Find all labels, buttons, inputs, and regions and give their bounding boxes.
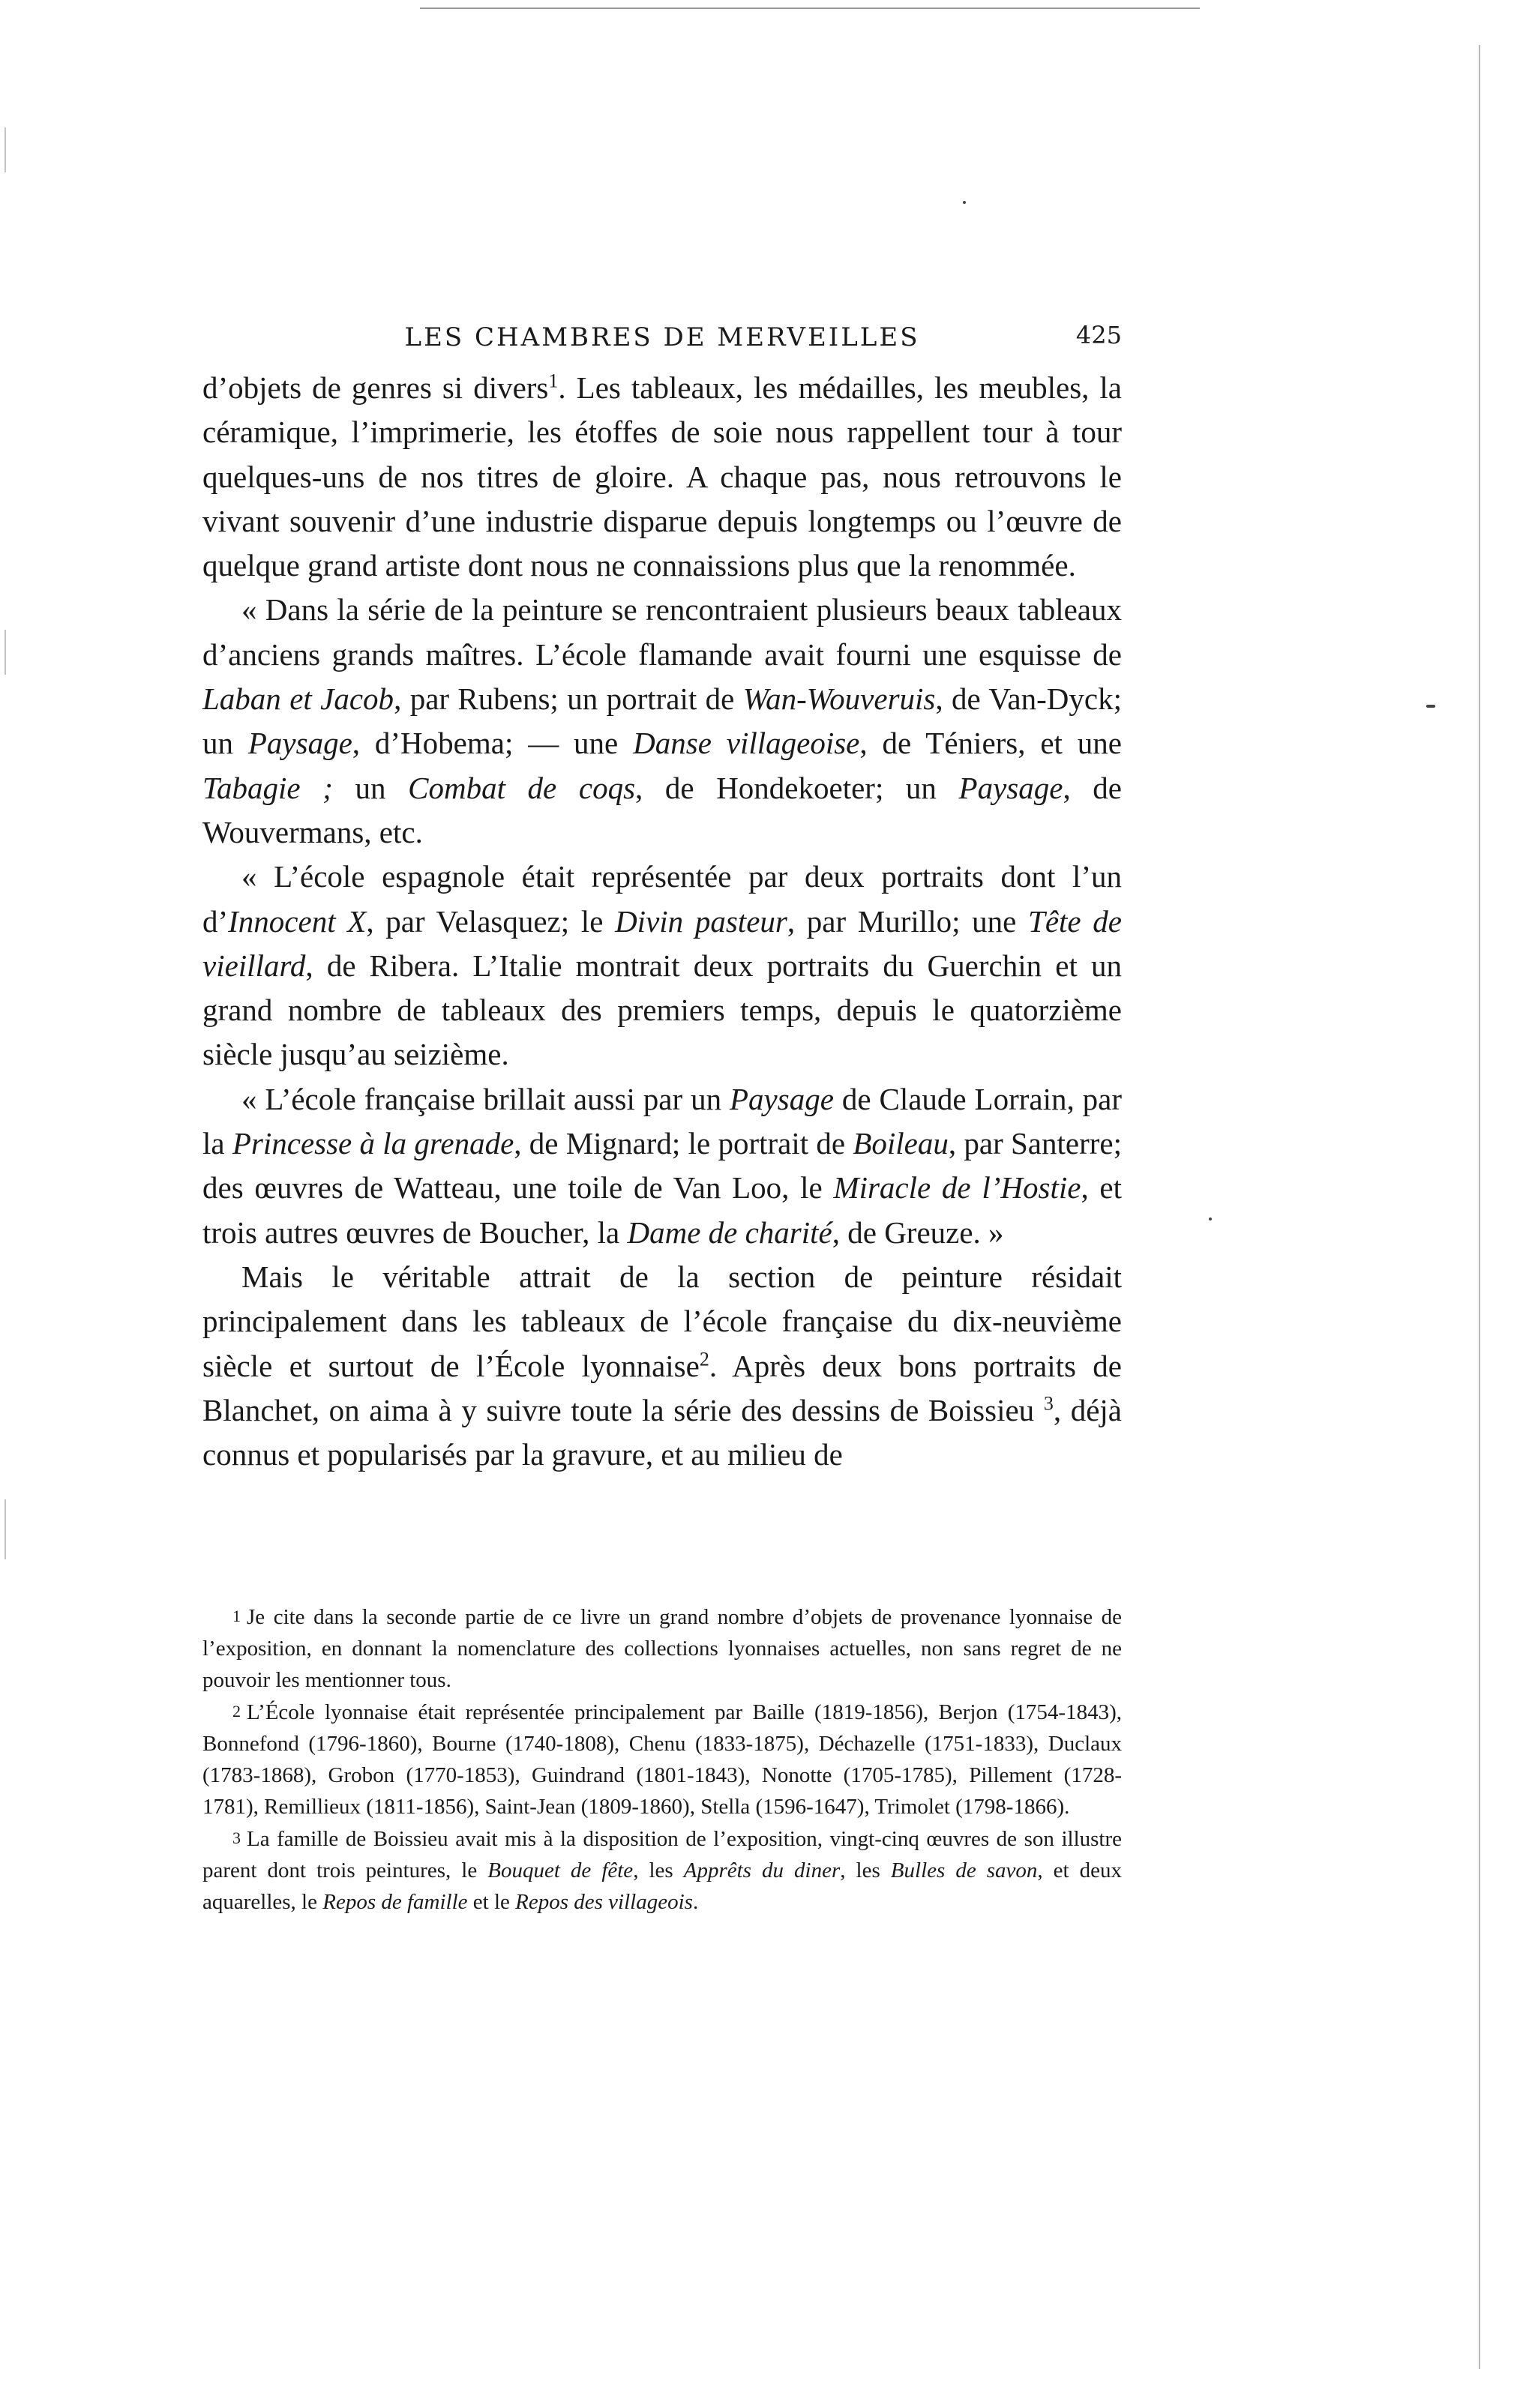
artwork-title: Innocent X (228, 903, 367, 939)
scan-artifact-rule (420, 7, 1200, 9)
artwork-title: Repos de famille (322, 1890, 468, 1914)
footnote-text: , les (840, 1858, 891, 1882)
scan-artifact-left-1 (4, 127, 6, 172)
text-run: , de Téniers, et une (859, 726, 1123, 761)
text-run: « L’école espagnole était représentée par deux portraits dont l’un d’ (202, 859, 1122, 939)
paragraph-2 (202, 588, 1122, 855)
text-run: , par Velasquez; le (366, 903, 616, 939)
body-text (202, 366, 1122, 1477)
scan-artifact-left-3 (4, 1499, 6, 1559)
artwork-title: Tabagie ; (202, 770, 333, 805)
footnote-ref-3: 3 (1043, 1392, 1054, 1415)
scan-artifact-edge (1479, 45, 1480, 2369)
footnote-text: L’École lyonnaise était représentée principalement par Baille (1819-1856), Berjon (1754-1843), Bonnefond (1796-1860), Bourne (1740-1808), Chenu (1833-1875), Déchazelle (1751-1833), Duclaux (1783-1868), Grobon (1770-1853), Guindrand (1801-1843), Nonotte (1705-1785), Pillement (1728-1781), Remillieux (1811-1856), Saint-Jean (1809-1860), Stella (1596-1647), Trimolet (1798-1866). (202, 1700, 1122, 1819)
paragraph-5 (202, 1255, 1122, 1477)
artwork-title: Paysage (247, 726, 352, 761)
running-head (202, 313, 1122, 358)
artwork-title: Miracle de l’Hostie (833, 1170, 1081, 1205)
artwork-title: Repos des villageois (515, 1890, 693, 1914)
scan-speck (963, 201, 966, 204)
text-run: , d’Hobema; — une (352, 726, 634, 761)
scan-artifact-left-2 (4, 630, 6, 675)
footnote-text: , les (633, 1858, 684, 1882)
artwork-title: Divin pasteur (615, 903, 787, 939)
artwork-title: Combat de coqs (408, 770, 636, 805)
artwork-title: Bouquet de fête (487, 1858, 634, 1882)
text-run: , de Hondekoeter; un (635, 770, 959, 805)
paragraph-1 (202, 366, 1122, 588)
artwork-title: Apprêts du diner (683, 1858, 841, 1882)
text-run: un (332, 770, 409, 805)
text-run: d’objets de genres si divers (202, 370, 549, 405)
text-run: , par Murillo; une (787, 903, 1029, 939)
footnote-text: La famille de Boissieu avait mis à la disposition de l’exposition, vingt-cinq œuvres de son illustre parent dont trois peintures, le (202, 1827, 1122, 1882)
artwork-title: Paysage (730, 1081, 834, 1116)
text-run: , de Van-Dyck; un (202, 681, 1122, 761)
artwork-title: Tête de vieillard (202, 903, 1122, 983)
footnote-1 (202, 1601, 1122, 1696)
artwork-title: Bulles de savon (890, 1858, 1038, 1882)
text-run: , par Santerre; des œuvres de Watteau, une toile de Van Loo, le (202, 1126, 1122, 1205)
footnote-text: . (692, 1890, 699, 1914)
text-run: « Dans la série de la peinture se rencontraient plusieurs beaux tableaux d’anciens grands maîtres. L’école flamande avait fourni une esquisse de (202, 592, 1122, 672)
artwork-title: Laban et Jacob (202, 681, 394, 717)
text-run: , et trois autres œuvres de Boucher, la (202, 1170, 1122, 1250)
artwork-title: Dame de charité (627, 1214, 832, 1250)
footnote-ref-1: 1 (548, 370, 559, 392)
artwork-title: Princesse à la grenade (232, 1126, 514, 1161)
text-run: , de Ribera. L’Italie montrait deux portraits du Guerchin et un grand nombre de tableaux des premiers temps, depuis le quatorzième siècle jusqu’au seizième. (202, 948, 1122, 1072)
text-run: , de Wouvermans, etc. (202, 770, 1123, 849)
footnote-text: , et deux aquarelles, le (202, 1858, 1123, 1914)
running-title: LES CHAMBRES DE MERVEILLES (404, 322, 920, 352)
text-run: Mais le véritable attrait de la section de peinture résidait principalement dans les tableaux de l’école française du dix-neuvième siècle et surtout de l’École lyonnaise (202, 1259, 1122, 1383)
footnote-ref-2: 2 (699, 1347, 709, 1370)
scan-speck (1209, 1217, 1212, 1220)
paragraph-4 (202, 1077, 1122, 1255)
text-run: , par Rubens; un portrait de (394, 681, 743, 717)
page-number: 425 (1075, 321, 1122, 349)
artwork-title: Paysage (958, 770, 1063, 805)
text-run: « L’école française brillait aussi par un (241, 1081, 730, 1116)
text-run: , de Greuze. » (832, 1214, 1004, 1250)
paragraph-3 (202, 855, 1122, 1077)
text-run: . Après deux bons portraits de Blanchet, on aima à y suivre toute la série des dessins de Boissieu (202, 1348, 1122, 1427)
footnotes (202, 1601, 1122, 1918)
artwork-title: Danse villageoise (633, 726, 860, 761)
text-run: de Claude Lorrain, par la (202, 1081, 1122, 1161)
footnote-2 (202, 1696, 1122, 1822)
scan-speck (1426, 705, 1435, 708)
footnote-text: et le (467, 1890, 516, 1914)
footnote-3 (202, 1822, 1122, 1918)
artwork-title: Wan-Wouveruis (742, 681, 936, 717)
text-run: . Les tableaux, les médailles, les meubles, la céramique, l’imprimerie, les étoffes de soie nous rappellent tour à tour quelques-uns de nos titres de gloire. A chaque pas, nous retrouvons le vivant souvenir d’une industrie disparue depuis longtemps ou l’œuvre de quelque grand artiste dont nous ne connaissions plus que la renommée. (202, 370, 1123, 583)
footnote-mark: 2 (232, 1702, 241, 1721)
artwork-title: Boileau (853, 1126, 949, 1161)
footnote-mark: 1 (232, 1607, 241, 1625)
text-run: , de Mignard; le portrait de (514, 1126, 853, 1161)
text-run: , déjà connus et popularisés par la gravure, et au milieu de (202, 1392, 1122, 1472)
footnote-mark: 3 (232, 1828, 241, 1847)
footnote-text: Je cite dans la seconde partie de ce livre un grand nombre d’objets de provenance lyonnaise de l’exposition, en donnant la nomenclature des collections lyonnaises actuelles, non sans regret de ne pouvoir les mentionner tous. (202, 1605, 1122, 1692)
